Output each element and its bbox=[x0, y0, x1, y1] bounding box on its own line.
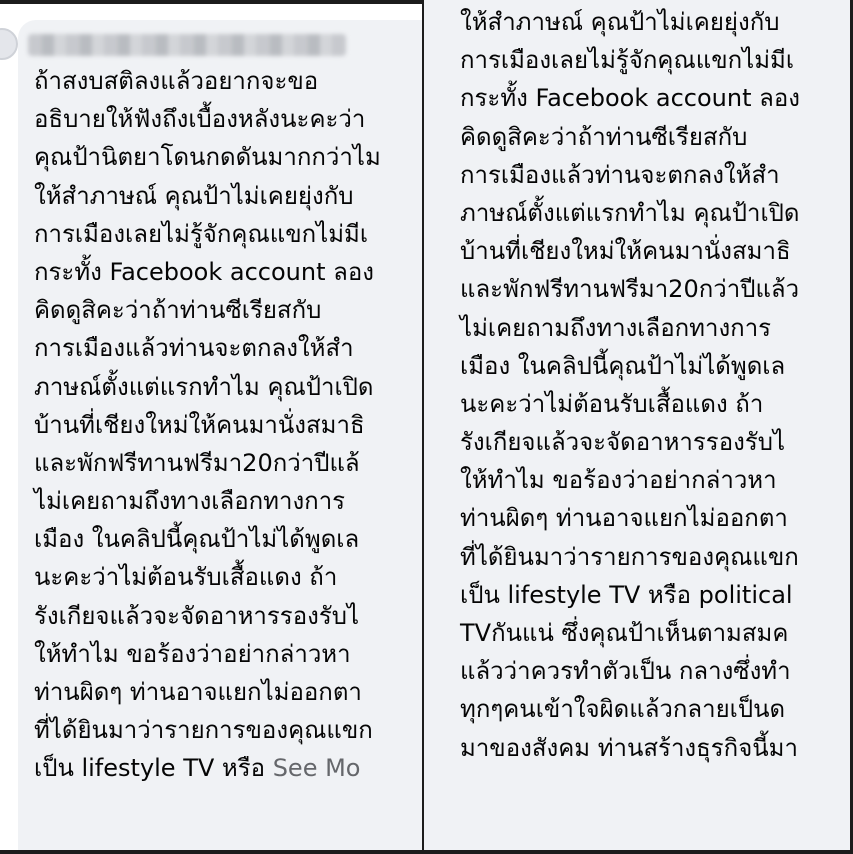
comment-line: ให้สำภาษณ์ คุณป้าไม่เคยยุ่งกับ bbox=[34, 181, 354, 210]
comment-line: ถ้าสงบสติลงแล้วอยากจะขอ bbox=[34, 67, 319, 95]
top-border bbox=[0, 0, 424, 4]
comment-line: คิดดูสิคะว่าถ้าท่านซีเรียสกับ bbox=[34, 296, 322, 325]
comment-line: คุณป้านิตยาโดนกดดันมากกว่าไม bbox=[34, 143, 381, 172]
comment-line: ที่ได้ยินมาว่ารายการของคุณแขก bbox=[460, 542, 799, 571]
comment-line: อธิบายให้ฟังถึงเบื้องหลังนะคะว่า bbox=[34, 105, 366, 134]
comment-line: บ้านที่เชียงใหม่ให้คนมานั่งสมาธิ bbox=[460, 237, 791, 266]
comment-line: เมือง ในคลิปนี้คุณป้าไม่ได้พูดเล bbox=[34, 525, 360, 554]
comment-line: การเมืองแล้วท่านจะตกลงให้สำ bbox=[460, 160, 780, 189]
comment-line: ให้สำภาษณ์ คุณป้าไม่เคยยุ่งกับ bbox=[460, 8, 780, 36]
comment-line: ทุกๆคนเข้าใจผิดแล้วกลายเป็นด bbox=[460, 695, 786, 724]
comment-line: TVกันแน่ ซึ่งคุณป้าเห็นตามสมค bbox=[460, 619, 789, 647]
comment-line: รังเกียจแล้วจะจัดอาหารรองรับไ bbox=[460, 428, 786, 457]
comment-line-last bbox=[34, 749, 381, 787]
bottom-border bbox=[0, 850, 424, 854]
comment-line: กระทั้ง Facebook account ลอง bbox=[34, 257, 374, 286]
comment-line: กระทั้ง Facebook account ลอง bbox=[460, 84, 800, 113]
comment-line: และพักฟรีทานฟรีมา20กว่าปีแล้ bbox=[34, 448, 360, 477]
comment-line: นะคะว่าไม่ต้อนรับเสื้อแดง ถ้า bbox=[34, 563, 338, 592]
see-more-link[interactable]: See Mo bbox=[272, 754, 361, 783]
comment-line: เป็น lifestyle TV หรือ political bbox=[460, 580, 793, 609]
comment-line: ท่านผิดๆ ท่านอาจแยกไม่ออกตา bbox=[460, 504, 788, 533]
comment-text bbox=[460, 3, 800, 767]
comment-line: บ้านที่เชียงใหม่ให้คนมานั่งสมาธิ bbox=[34, 410, 365, 439]
comment-line: การเมืองเลยไม่รู้จักคุณแขกไม่มีเ bbox=[460, 46, 795, 75]
comment-line: เมือง ในคลิปนี้คุณป้าไม่ได้พูดเล bbox=[460, 351, 786, 380]
comment-line: การเมืองเลยไม่รู้จักคุณแขกไม่มีเ bbox=[34, 219, 369, 248]
right-screenshot-panel bbox=[424, 0, 853, 854]
comment-line: ให้ทำไม ขอร้องว่าอย่ากล่าวหา bbox=[34, 639, 351, 668]
comment-line: ภาษณ์ตั้งแต่แรกทำไม คุณป้าเปิด bbox=[460, 198, 800, 227]
comment-line: ท่านผิดๆ ท่านอาจแยกไม่ออกตา bbox=[34, 678, 362, 706]
comment-line: แล้วว่าควรทำตัวเป็น กลางซึ่งทำ bbox=[460, 657, 791, 686]
comment-line: คิดดูสิคะว่าถ้าท่านซีเรียสกับ bbox=[460, 122, 748, 151]
left-screenshot-panel bbox=[0, 0, 424, 854]
comment-line: รังเกียจแล้วจะจัดอาหารรองรับไ bbox=[34, 601, 360, 630]
comment-line: ให้ทำไม ขอร้องว่าอย่ากล่าวหา bbox=[460, 466, 777, 495]
comment-line: มาของสังคม ท่านสร้างธุรกิจนี้มา bbox=[460, 733, 798, 762]
comment-line: ที่ได้ยินมาว่ารายการของคุณแขก bbox=[34, 716, 373, 745]
bottom-border bbox=[424, 850, 853, 854]
comment-line: การเมืองแล้วท่านจะตกลงให้สำ bbox=[34, 334, 354, 363]
comment-line: ไม่เคยถามถึงทางเลือกทางการ bbox=[34, 487, 346, 516]
avatar[interactable] bbox=[0, 28, 18, 60]
comment-line: ไม่เคยถามถึงทางเลือกทางการ bbox=[460, 313, 772, 342]
comment-text bbox=[34, 62, 381, 788]
commenter-name-blurred[interactable] bbox=[28, 34, 346, 56]
comment-line-text: เป็น lifestyle TV หรือ bbox=[34, 754, 266, 783]
comment-line: นะคะว่าไม่ต้อนรับเสื้อแดง ถ้า bbox=[460, 389, 764, 418]
comment-line: ภาษณ์ตั้งแต่แรกทำไม คุณป้าเปิด bbox=[34, 372, 374, 401]
comment-line: และพักฟรีทานฟรีมา20กว่าปีแล้ว bbox=[460, 275, 800, 304]
